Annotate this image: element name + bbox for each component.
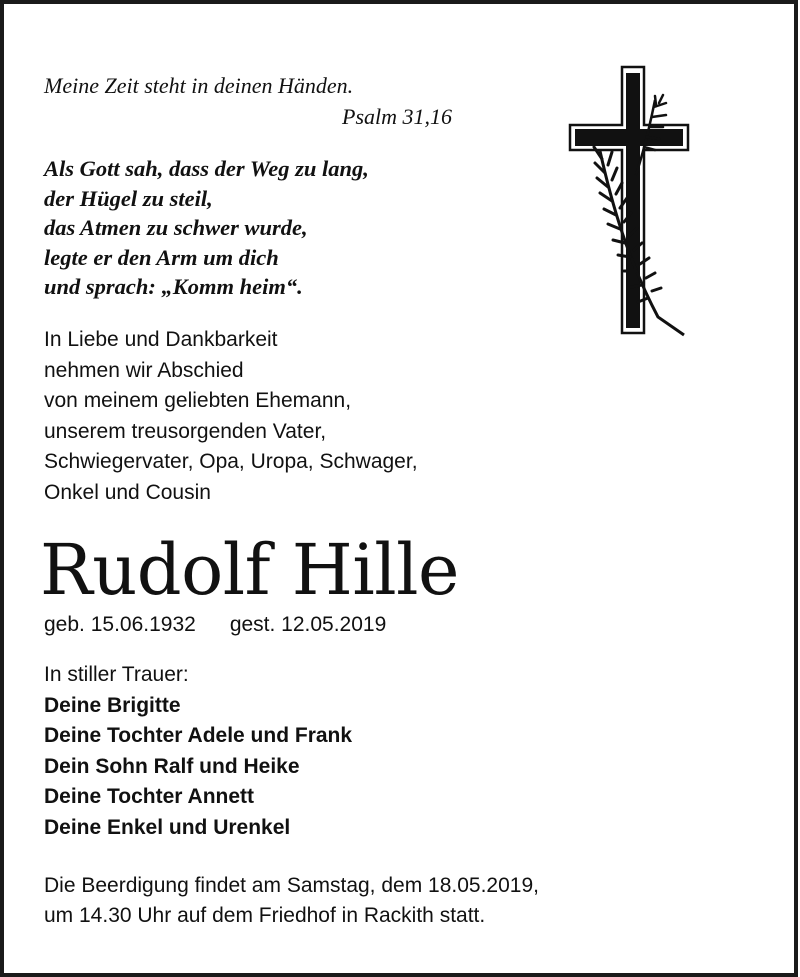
poem-line: und sprach: „Komm heim“. — [44, 274, 303, 299]
poem-line: der Hügel zu steil, — [44, 185, 213, 211]
cross-with-palm-icon — [560, 55, 690, 340]
life-dates — [44, 610, 386, 640]
poem-line: legte er den Arm um dich — [44, 244, 279, 270]
mourner-name: Deine Tochter Annett — [44, 785, 255, 808]
intro-text — [44, 325, 564, 508]
poem-line: Als Gott sah, dass der Weg zu lang, — [44, 156, 369, 181]
mourners — [44, 660, 352, 843]
intro-line: nehmen wir Abschied — [44, 358, 244, 382]
psalm-line: Meine Zeit steht in deinen Händen. — [44, 73, 354, 98]
deceased-name: Rudolf Hille — [40, 529, 459, 611]
death-date: gest. 12.05.2019 — [229, 613, 387, 636]
mourner-name: Deine Tochter Adele und Frank — [44, 724, 353, 747]
funeral-line: um 14.30 Uhr auf dem Friedhof in Rackith statt. — [44, 904, 486, 927]
poem-line: das Atmen zu schwer wurde, — [44, 215, 308, 240]
intro-line: unserem treusorgenden Vater, — [44, 419, 327, 443]
intro-line: von meinem geliebten Ehemann, — [44, 389, 352, 412]
intro-line: In Liebe und Dankbarkeit — [44, 328, 278, 351]
birth-date: geb. 15.06.1932 — [44, 613, 196, 636]
psalm-quote — [44, 70, 464, 132]
mourner-name: Dein Sohn Ralf und Heike — [44, 754, 300, 778]
poem — [44, 154, 484, 302]
intro-line: Onkel und Cousin — [44, 480, 211, 504]
funeral-info — [44, 871, 744, 931]
intro-line: Schwiegervater, Opa, Uropa, Schwager, — [44, 450, 418, 473]
funeral-line: Die Beerdigung findet am Samstag, dem 18.05.2019, — [44, 874, 539, 897]
mourners-heading: In stiller Trauer: — [44, 663, 189, 686]
mourner-name: Deine Brigitte — [44, 693, 181, 717]
mourner-name: Deine Enkel und Urenkel — [44, 815, 291, 839]
psalm-reference: Psalm 31,16 — [342, 104, 452, 129]
